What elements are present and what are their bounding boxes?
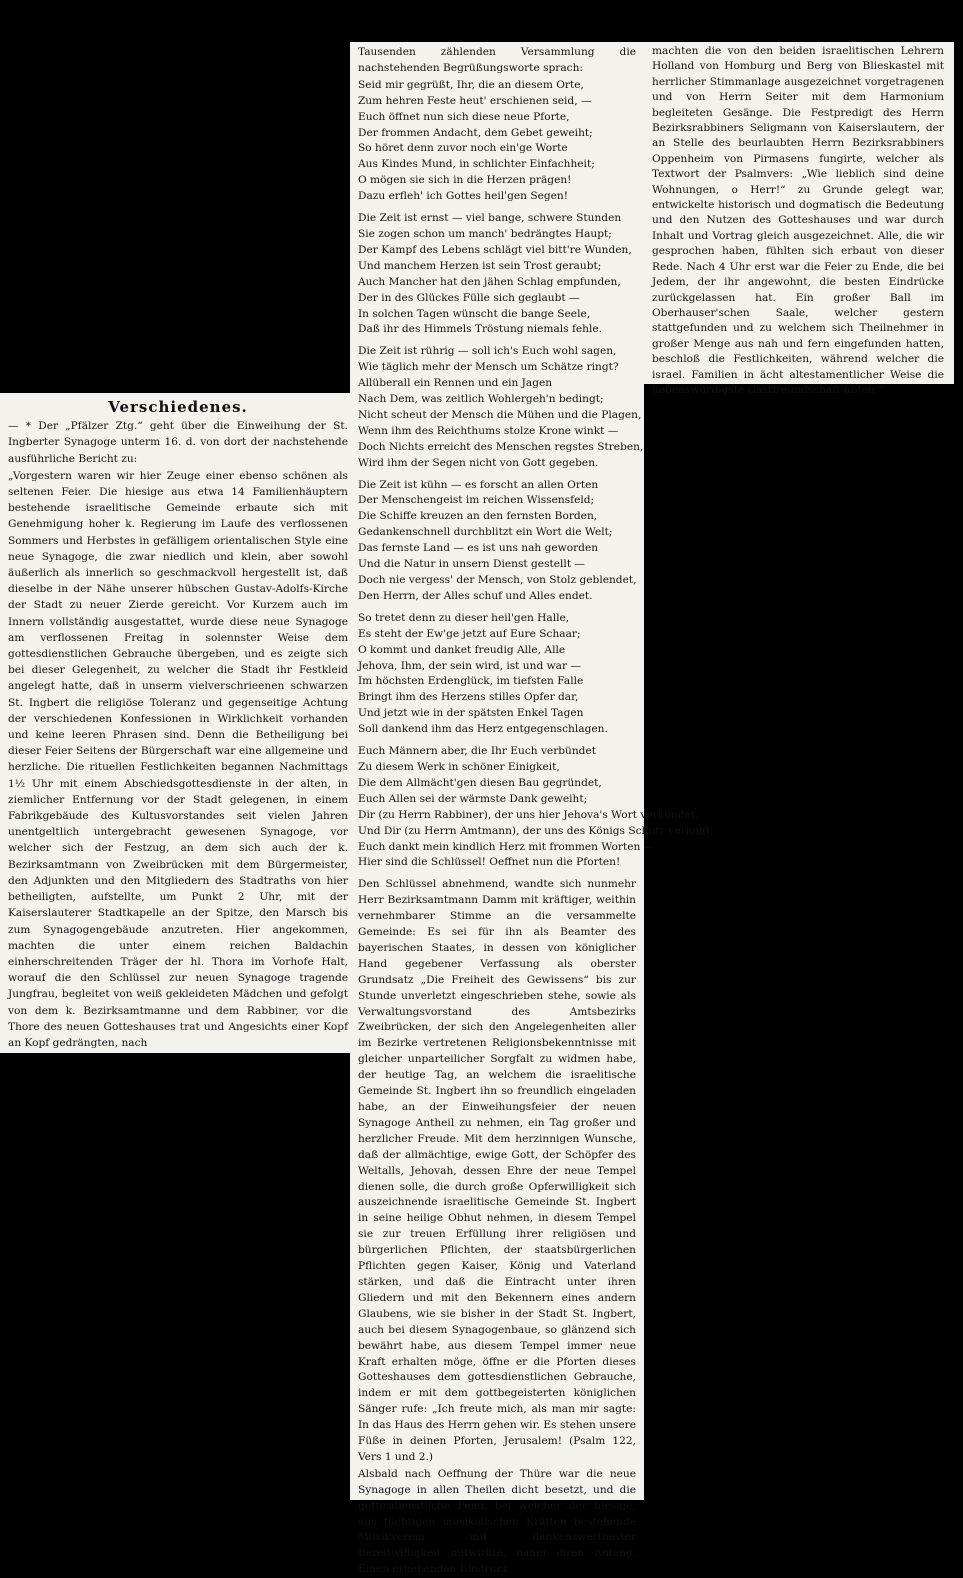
poem-line: Der Menschengeist im reichen Wissensfeld; [358,494,595,507]
poem-line: O kommt und danket freudig Alle, Alle [358,643,566,656]
poem-line: Der in des Glückes Fülle sich geglaubt — [358,291,580,304]
poem-line: Die Zeit ist rührig — soll ich's Euch wohl sagen, [358,345,617,358]
poem-stanza [358,478,636,605]
section-title: Verschiedenes. [108,398,248,416]
poem-line: Allüberall ein Rennen und ein Jagen [358,377,553,390]
poem-line: In solchen Tagen wünscht die bange Seele, [358,307,591,320]
article-paragraph: Tausenden zählenden Versammlung die nachstehenden Begrüßungsworte sprach: [358,46,636,74]
poem-line: Das fernste Land — es ist uns nah geworden [358,542,599,555]
poem-line: Den Herrn, der Alles schuf und Alles endet. [358,589,593,602]
article-paragraph: machten die von den beiden israelitischen Lehrern Holland von Homburg und Berg von Blieskastel mit herrlicher Stimmanlage ausgezeichnet vorgetragenen und von Herrn Seiter mit dem Harmonium begleiteten Gesänge. Die Festpredigt des Herrn Bezirksrabbiners Seligmann von Kaiserslautern, der an Stelle des beurlaubten Herrn Bezirksrabbiners Oppenheim von Pirmasens fungirte, welcher als Textwort der Psalmvers: „Wie lieblich sind deine Wohnungen, o Herr!“ zu Grunde gelegt war, entwickelte historisch und dogmatisch die Bedeutung und den Nutzen des Gotteshauses und war durch Inhalt und Vortrag gleich ausgezeichnet. Alle, die wir gesprochen haben, fühlten sich erbaut von dieser Rede. Nach 4 Uhr erst war die Feier zu Ende, die bei Jedem, der ihr angewohnt, die besten Eindrücke zurückgelassen hat. Ein großer Ball im Oberhauser'schen Saale, welcher gestern stattgefunden und zu welchem sich Theilnehmer in großer Menge aus nah und fern eingefunden hatten, beschloß die Festlichkeiten, während welcher die israel. Familien in ächt altestamentlicher Weise die liebenswürdigste Gastfreundschaft übten.“ [652,45,944,396]
poem-line: Seid mir gegrüßt, Ihr, die an diesem Orte, [358,78,584,91]
poem [358,78,714,872]
poem-line: Der frommen Andacht, dem Gebet geweiht; [358,126,593,139]
poem-line: Doch nie vergess' der Mensch, von Stolz geblendet, [358,574,637,586]
article-paragraph: „Vorgestern waren wir hier Zeuge einer ebenso schönen als seltenen Feier. Die hiesige aus etwa 14 Familienhäuptern bestehende israelitische Gemeinde erbaute sich mit Genehmigung hoher k. Regierung im Laufe des verflossenen Sommers und Herbstes in gefälligem orientalischen Style eine neue Synagoge, die zwar niedlich und klein, aber sowohl äußerlich als innerlich so geschmackvoll hergestellt ist, daß dieselbe in der Nähe unserer hübschen Gustav-Adolfs-Kirche der Stadt zu neuer Zierde gereicht. Vor Kurzem auch im Innern vollständig ausgestattet, wurde diese neue Synagoge am verflossenen Freitag in solennster Weise dem gottesdienstlichen Gebrauche übergeben, und es zeigte sich bei dieser Gelegenheit, zu welcher die Stadt ihr Festkleid angelegt hatte, daß in unserm vielverschrieenen schwarzen St. Ingbert die religiöse Toleranz und gegenseitige Achtung der verschiedenen Konfessionen in Wirklichkeit vorhanden und keine leeren Phrasen sind. Denn die Betheiligung bei dieser Feier Seitens der Bürgerschaft war eine allgemeine und herzliche. Die rituellen Festlichkeiten begannen Nachmittags 1½ Uhr mit einem Abschiedsgottesdienste in der alten, in ziemlicher Entfernung vor der Stadt gelegenen, in einem Fabrikgebäude des Kultusvorstandes seit vielen Jahren unentgeltlich untergebracht gewesenen Synagoge, vor welcher sich der Festzug, an dem sich auch der k. Bezirksamtmann von Zweibrücken mit dem Bürgermeister, den Adjunkten und den Mitgliedern des Stadtraths von hier betheiligten, aufstellte, um Punkt 2 Uhr, mit der Kaiserslauterer Stadtkapelle an der Spitze, den Marsch bis zum Synagogengebäude anzutreten. Hier angekommen, machten die unter einem reichen Baldachin einherschreitenden Träger der hl. Thora im Vorhofe Halt, worauf die den Schlüssel zur neuen Synagoge tragende Jungfrau, begleitet von weiß gekleideten Mädchen und gefolgt von dem k. Bezirksamtmanne und dem Rabbiner, vor die Thore des neuen Gotteshauses trat und Angesichts einer Kopf an Kopf gedrängten, nach [8,469,348,1049]
poem-line: Hier sind die Schlüssel! Oeffnet nun die Pforten! [358,856,621,869]
poem-line: Euch öffnet nun sich diese neue Pforte, [358,110,570,123]
poem-line: Im höchsten Erdenglück, im tiefsten Falle [358,675,584,688]
poem-line: Euch dankt mein kindlich Herz mit frommen Worten — [358,840,655,853]
poem-line: Gedankenschnell durchblitzt ein Wort die Welt; [358,526,613,539]
poem-line: Nicht scheut der Mensch die Mühen und die Plagen, [358,408,642,421]
poem-line: Soll dankend ihm das Herz entgegenschlagen. [358,723,608,736]
poem-line: Dazu erfleh' ich Gottes heil'gen Segen! [358,190,568,203]
poem-line: Die Zeit ist ernst — viel bange, schwere Stunden [358,212,622,225]
poem-line: Und manchem Herzen ist sein Trost geraubt; [358,259,602,272]
poem-stanza [358,611,636,738]
poem-stanza [358,744,714,871]
article-paragraph: Den Schlüssel abnehmend, wandte sich nunmehr Herr Bezirksamtmann Damm mit kräftiger, weithin vernehmbarer Stimme an die versammelte Gemeinde: Es sei für ihn als Beamter des bayerischen Staates, in dessen von königlicher Hand gegebener Verfassung als oberster Grundsatz „Die Freiheit des Gewissens“ bis zur Stunde unverletzt eingeschrieben stehe, sowie als Verwaltungsvorstand des Amtsbezirks Zweibrücken, der sich den Angelegenheiten aller im Bezirke vertretenen Religionsbekenntnisse mit gleicher unparteilicher Sorgfalt zu widmen habe, der heutige Tag, an welchem die israelitische Gemeinde St. Ingbert ihn so freundlich eingeladen habe, an der Einweihungsfeier der neuen Synagoge Antheil zu nehmen, ein Tag großer und herzlicher Freude. Mit dem herzinnigen Wunsche, daß der allmächtige, ewige Gott, der Schöpfer des Weltalls, Jehovah, dessen Ehre der neue Tempel dienen solle, die durch große Opferwilligkeit sich auszeichnende israelitische Gemeinde St. Ingbert in seine heilige Obhut nehmen, in diesem Tempel sie zur treuen Erfüllung ihrer religiösen und bürgerlichen Pflichten, der staatsbürgerlichen Pflichten gegen Kaiser, König und Vaterland stärken, und daß die Eintracht unter ihren Gliedern und mit den Bekennern eines andern Glaubens, wie sie bisher in der Stadt St. Ingbert, auch bei diesem Synagogenbaue, so glänzend sich bewährt habe, aus diesem Tempel immer neue Kraft erhalten möge, öffne er die Pforten dieses Gotteshauses dem gottesdienstlichen Gebrauche, indem er mit dem gottbegeisterten königlichen Sänger rufe: „Ich freute mich, als man mir sagte: In das Haus des Herrn gehen wir. Es stehen unsere Füße in deinen Pforten, Jerusalem! (Psalm 122, Vers 1 und 2.) [358,878,636,1463]
poem-line: Die dem Allmächt'gen diesen Bau gegründet, [358,776,602,789]
poem-line: Wenn ihm des Reichthums stolze Krone winkt — [358,424,619,437]
poem-stanza [358,211,636,338]
poem-line: Die Schiffe kreuzen an den fernsten Borden, [358,510,598,523]
poem-line: Wie täglich mehr der Mensch um Schätze ringt? [358,361,619,374]
poem-stanza [358,78,636,205]
poem-line: Der Kampf des Lebens schlägt viel bitt're Wunden, [358,243,632,256]
poem-line: Euch Männern aber, die Ihr Euch verbündet [358,745,596,758]
poem-line: Zu diesem Werk in schöner Einigkeit, [358,760,560,773]
poem-stanza [358,344,644,471]
poem-line: Euch Allen sei der wärmste Dank geweiht; [358,792,588,805]
poem-line: Dir (zu Herrn Rabbiner), der uns hier Jehova's Wort verkündet, [358,808,699,821]
poem-line: Sie zogen schon um manch' bedrängtes Haupt; [358,227,612,240]
poem-line: Jehova, Ihm, der sein wird, ist und war — [358,659,581,672]
poem-line: Daß ihr des Himmels Tröstung niemals fehle. [358,323,602,336]
poem-line: Bringt ihm des Herzens stilles Opfer dar, [358,691,579,704]
poem-line: Zum hehren Feste heut' erschienen seid, — [358,94,592,107]
poem-line: Es steht der Ew'ge jetzt auf Eure Schaar; [358,627,581,640]
poem-line: Und die Natur in unsern Dienst gestellt — [358,558,586,571]
poem-line: Und Dir (zu Herrn Amtmann), der uns des Königs Schutz verleiht, [358,824,714,837]
poem-line: Wird ihm der Segen nicht von Gott gegeben. [358,456,599,469]
article-paragraph: Alsbald nach Oeffnung der Thüre war die neue Synagoge in allen Theilen dicht besetzt, und die gottesdienstliche Feier, bei welcher der hiesige, aus tüchtigen musikalischen Kräften bestehende Musikverein mit dankenswerthester Bereitwilligkeit mitwirkte, nahm ihren Anfang. Einen erhebenden Eindruck [358,1467,636,1576]
article-paragraph: — * Der „Pfälzer Ztg.“ geht über die Einweihung der St. Ingberter Synagoge unterm 16. d. von dort der nachstehende ausführliche Bericht zu: [8,420,348,465]
poem-line: O mögen sie sich in die Herzen prägen! [358,174,572,187]
poem-line: Doch Nichts erreicht des Menschen regstes Streben, [358,440,644,453]
article-column-middle [350,42,714,1576]
poem-line: Nach Dem, was zeitlich Wohlergeh'n bedingt; [358,393,604,406]
poem-line: So höret denn zuvor noch ein'ge Worte [358,142,568,155]
article-column-left [0,393,356,1053]
poem-line: Aus Kindes Mund, in schlichter Einfachheit; [358,158,595,171]
poem-line: So tretet denn zu dieser heil'gen Halle, [358,611,570,624]
poem-line: Die Zeit ist kühn — es forscht an allen Orten [358,478,599,491]
poem-line: Und jetzt wie in der spätsten Enkel Tagen [358,707,584,720]
poem-line: Auch Mancher hat den jähen Schlag empfunden, [358,275,621,288]
article-column-right [644,42,954,396]
